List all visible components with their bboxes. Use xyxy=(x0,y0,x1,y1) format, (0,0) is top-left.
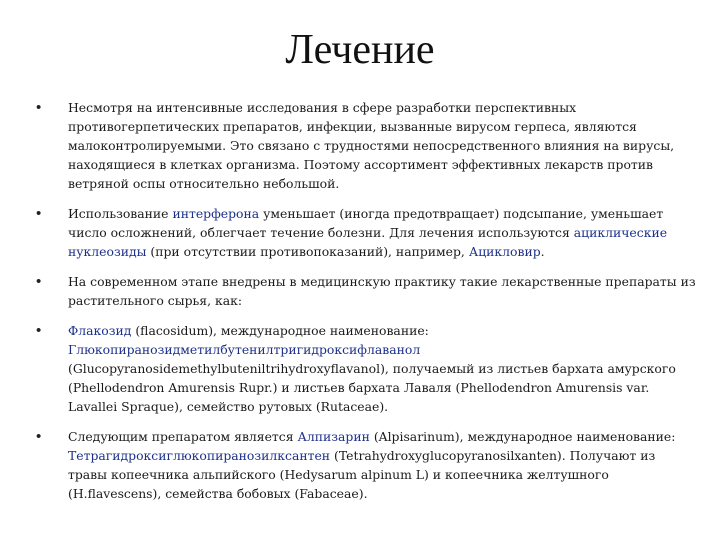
bullet-item xyxy=(36,321,696,416)
term-link[interactable]: ациклические нуклеозиды xyxy=(68,225,668,259)
bullet-text: (Tetrahydroxyglucopyranosilxanten). Получают из травы копеечника альпийского (Hedysarum alpinum L) и копеечника желтушного (H.flavescens), семейства бобовых (Fabaceae). xyxy=(68,448,656,501)
bullet-text: Несмотря на интенсивные исследования в сфере разработки перспективных противогерпетических препаратов, инфекции, вызванные вирусом герпеса, являются малоконтролируемыми. Это связано с трудностями непосредственного влияния на вирусы, находящиеся в клетках организма. Поэтому ассортимент эффективных лекарств против ветряной оспы относительно небольшой. xyxy=(68,100,675,191)
bullet-dot-icon: • xyxy=(36,322,42,339)
bullet-item xyxy=(36,427,696,503)
term-link[interactable]: Тетрагидроксиглюкопиранозилксантен xyxy=(68,448,331,463)
bullet-dot-icon: • xyxy=(36,99,42,116)
bullet-item xyxy=(36,272,696,310)
bullet-text: (flacosidum), международное наименование: xyxy=(131,323,429,338)
bullet-text: (при отсутствии противопоказаний), например, xyxy=(146,244,469,259)
slide-title: Лечение xyxy=(285,27,435,73)
bullet-text: На современном этапе внедрены в медицинскую практику такие лекарственные препараты из растительного сырья, как: xyxy=(68,274,696,308)
bullet-dot-icon: • xyxy=(36,428,42,445)
term-link[interactable]: Флакозид xyxy=(68,323,132,338)
bullet-text: Следующим препаратом является xyxy=(68,429,298,444)
bullet-text: уменьшает (иногда предотвращает) подсыпание, уменьшает число осложнений, облегчает течение болезни. Для лечения используются xyxy=(68,206,664,240)
bullet-text: (Glucopyranosidemethylbuteniltrihydroxyflavanol), получаемый из листьев бархата амурского (Phellodendron Amurensis Rupr.) и листьев бархата Лаваля (Phellodendron Amurensis var. Lavallei Spraque), семейство рутовых (Rutaceae). xyxy=(68,361,676,414)
term-link[interactable]: Ацикловир xyxy=(468,244,541,259)
bullet-item xyxy=(36,98,696,193)
term-link[interactable]: Глюкопиранозидметилбутенилтригидроксифлаванол xyxy=(68,342,421,357)
term-link[interactable]: Алпизарин xyxy=(297,429,370,444)
term-link[interactable]: интерферона xyxy=(172,206,260,221)
bullet-list xyxy=(36,98,696,514)
bullet-dot-icon: • xyxy=(36,273,42,290)
bullet-text: Использование xyxy=(68,206,173,221)
bullet-item xyxy=(36,204,696,261)
bullet-text: . xyxy=(540,244,545,259)
bullet-text: (Alpisarinum), международное наименование: xyxy=(369,429,676,444)
bullet-dot-icon: • xyxy=(36,205,42,222)
